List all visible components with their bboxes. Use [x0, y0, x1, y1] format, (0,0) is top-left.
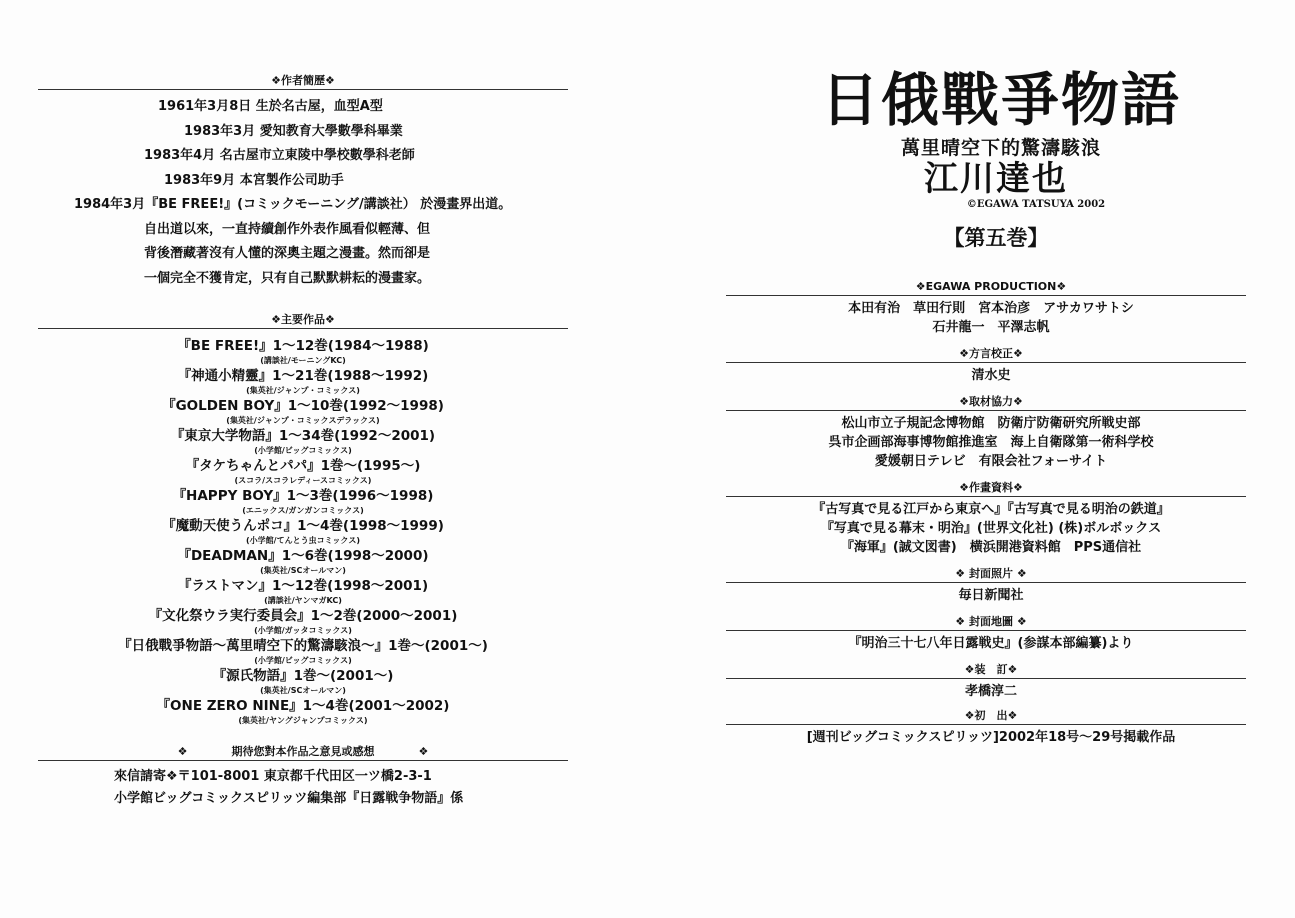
work-title: 『ラストマン』1～12巻(1998～2001)	[177, 578, 429, 594]
credit-line: 『古写真で見る江戸から東京へ』『古写真で見る明治の鉄道』	[812, 502, 1170, 517]
diamond-icon: ❖	[418, 745, 429, 758]
credit-line: 『明治三十七八年日露戦史』(参謀本部編纂)より	[848, 636, 1134, 651]
divider	[726, 678, 1246, 679]
work-publisher: (講談社/モーニングKC)	[260, 356, 346, 365]
bio-heading: ❖作者簡歷❖	[271, 74, 335, 87]
divider	[726, 410, 1246, 411]
list-item	[38, 577, 568, 607]
credit-heading: ❖方言校正❖	[959, 347, 1023, 360]
list-item	[38, 697, 568, 727]
work-title: 『HAPPY BOY』1～3巻(1996～1998)	[172, 488, 434, 504]
work-title: 『源氏物語』1巻～(2001～)	[212, 668, 394, 684]
work-publisher: (集英社/ジャンプ・コミックス)	[246, 386, 360, 395]
credit-section	[726, 347, 1246, 385]
book-subtitle: 萬里晴空下的驚濤駭浪	[900, 137, 1101, 159]
work-title: 『GOLDEN BOY』1～10巻(1992～1998)	[162, 398, 444, 414]
bio-line: 1983年3月 愛知教育大學數學科畢業	[184, 123, 403, 139]
copyright: ©EGAWA TATSUYA 2002	[966, 199, 1106, 210]
work-publisher: (小学館/ビッグコミックス)	[254, 656, 352, 665]
work-publisher: (集英社/SCオールマン)	[260, 566, 346, 575]
works-list	[38, 337, 568, 727]
credit-heading: ❖ 封面地圖 ❖	[955, 615, 1027, 628]
list-item	[38, 457, 568, 487]
volume-label: 【第五巻】	[943, 225, 1049, 250]
credit-section	[726, 395, 1246, 471]
list-item	[38, 637, 568, 667]
divider	[726, 630, 1246, 631]
work-publisher: (小学館/ガッタコミックス)	[254, 626, 352, 635]
bio-line: 自出道以來，一直持續創作外表作風看似輕薄、但	[144, 221, 431, 237]
book-title: 日俄戰爭物語	[820, 66, 1181, 134]
credit-section	[726, 663, 1246, 701]
feedback-heading-text: 期待您對本作品之意見或感想	[231, 745, 375, 758]
author-name: 江川達也	[924, 159, 1068, 199]
work-title: 『タケちゃんとパパ』1巻～(1995～)	[185, 458, 421, 474]
bio-line: 背後潛藏著沒有人懂的深奧主題之漫畫。然而卻是	[144, 246, 431, 261]
divider	[726, 295, 1246, 296]
bio-line: 1984年3月『BE FREE!』(コミックモーニング/講談社） 於漫畫界出道。	[74, 197, 512, 212]
divider	[38, 328, 568, 329]
credit-section	[726, 615, 1246, 653]
right-page	[726, 64, 1246, 747]
bio-line: 1961年3月8日 生於名古屋，血型A型	[158, 99, 383, 114]
work-publisher: (小学館/ビッグコミックス)	[254, 446, 352, 455]
credit-heading: ❖取材協力❖	[959, 395, 1023, 408]
credits	[726, 280, 1246, 747]
work-title: 『東京大学物語』1～34巻(1992～2001)	[170, 428, 436, 444]
work-publisher: (集英社/SCオールマン)	[260, 686, 346, 695]
address-line: 來信請寄❖〒101-8001 東京都千代田区一ツ橋2-3-1	[114, 769, 432, 784]
credit-section	[726, 280, 1246, 337]
credit-section	[726, 481, 1246, 557]
work-title: 『BE FREE!』1～12巻(1984～1988)	[177, 338, 429, 354]
credit-line: 清水史	[971, 368, 1011, 383]
credit-line: 『写真で見る幕末・明治』(世界文化社) (株)ボルボックス	[820, 521, 1162, 536]
left-page	[38, 74, 568, 810]
credit-line: 愛媛朝日テレビ 有限会社フォーサイト	[874, 454, 1108, 469]
credit-heading: ❖作畫資料❖	[959, 481, 1023, 494]
credit-section	[726, 709, 1246, 747]
list-item	[38, 367, 568, 397]
diamond-icon: ❖	[177, 745, 188, 758]
list-item	[38, 427, 568, 457]
feedback-heading	[38, 745, 568, 759]
credit-line: 松山市立子規記念博物館 防衛庁防衛研究所戦史部	[841, 416, 1141, 431]
list-item	[38, 517, 568, 547]
bio-line: 1983年9月 本宮製作公司助手	[164, 172, 344, 188]
work-publisher: (エニックス/ガンガンコミックス)	[242, 506, 364, 515]
credit-line: 石井龍一 平澤志帆	[932, 320, 1050, 335]
work-publisher: (集英社/ジャンプ・コミックスデラックス)	[226, 416, 380, 425]
credit-line: 『海軍』(誠文図書) 横浜開港資料館 PPS通信社	[840, 540, 1142, 555]
list-item	[38, 607, 568, 637]
credit-line: 本田有治 草田行則 宮本治彦 アサカワサトシ	[848, 301, 1134, 316]
work-title: 『ONE ZERO NINE』1～4巻(2001～2002)	[156, 698, 450, 714]
divider	[38, 760, 568, 761]
work-title: 『文化祭ウラ実行委員会』1～2巻(2000～2001)	[148, 608, 458, 624]
list-item	[38, 487, 568, 517]
work-publisher: (講談社/ヤンマガKC)	[264, 596, 342, 605]
credit-heading: ❖装 訂❖	[964, 663, 1018, 676]
list-item	[38, 667, 568, 697]
work-title: 『DEADMAN』1～6巻(1998～2000)	[177, 548, 429, 564]
work-publisher: (集英社/ヤングジャンプコミックス)	[238, 716, 368, 725]
work-publisher: (小学館/てんとう虫コミックス)	[246, 536, 360, 545]
bio-block	[38, 95, 568, 291]
bio-line: 一個完全不獲肯定，只有自己默默耕耘的漫畫家。	[144, 270, 431, 286]
divider	[726, 582, 1246, 583]
credit-line: [週刊ビッグコミックスピリッツ]2002年18号～29号掲載作品	[806, 730, 1176, 745]
list-item	[38, 337, 568, 367]
work-title: 『魔動天使うんポコ』1～4巻(1998～1999)	[162, 518, 444, 534]
work-title: 『神通小精靈』1～21巻(1988～1992)	[177, 368, 429, 384]
divider	[726, 362, 1246, 363]
bio-line: 1983年4月 名古屋市立東陵中學校數學科老師	[144, 148, 415, 163]
credit-line: 孝橋淳二	[964, 684, 1017, 699]
divider	[726, 724, 1246, 725]
divider	[726, 496, 1246, 497]
work-publisher: (スコラ/スコラレディースコミックス)	[234, 476, 372, 485]
credit-heading: ❖EGAWA PRODUCTION❖	[915, 280, 1067, 293]
credit-heading: ❖ 封面照片 ❖	[955, 567, 1027, 580]
works-heading: ❖主要作品❖	[271, 313, 335, 326]
credit-heading: ❖初 出❖	[964, 709, 1018, 722]
address-line: 小学館ビッグコミックスピリッツ編集部『日露戦争物語』係	[114, 791, 464, 806]
credit-line: 毎日新聞社	[958, 588, 1024, 603]
credit-line: 呉市企画部海事博物館推進室 海上自衛隊第一術科学校	[828, 435, 1154, 450]
list-item	[38, 397, 568, 427]
divider	[38, 89, 568, 90]
work-title: 『日俄戰爭物語～萬里晴空下的驚濤駭浪～』1巻～(2001～)	[118, 638, 488, 654]
list-item	[38, 547, 568, 577]
credit-section	[726, 567, 1246, 605]
address-block	[38, 766, 568, 810]
